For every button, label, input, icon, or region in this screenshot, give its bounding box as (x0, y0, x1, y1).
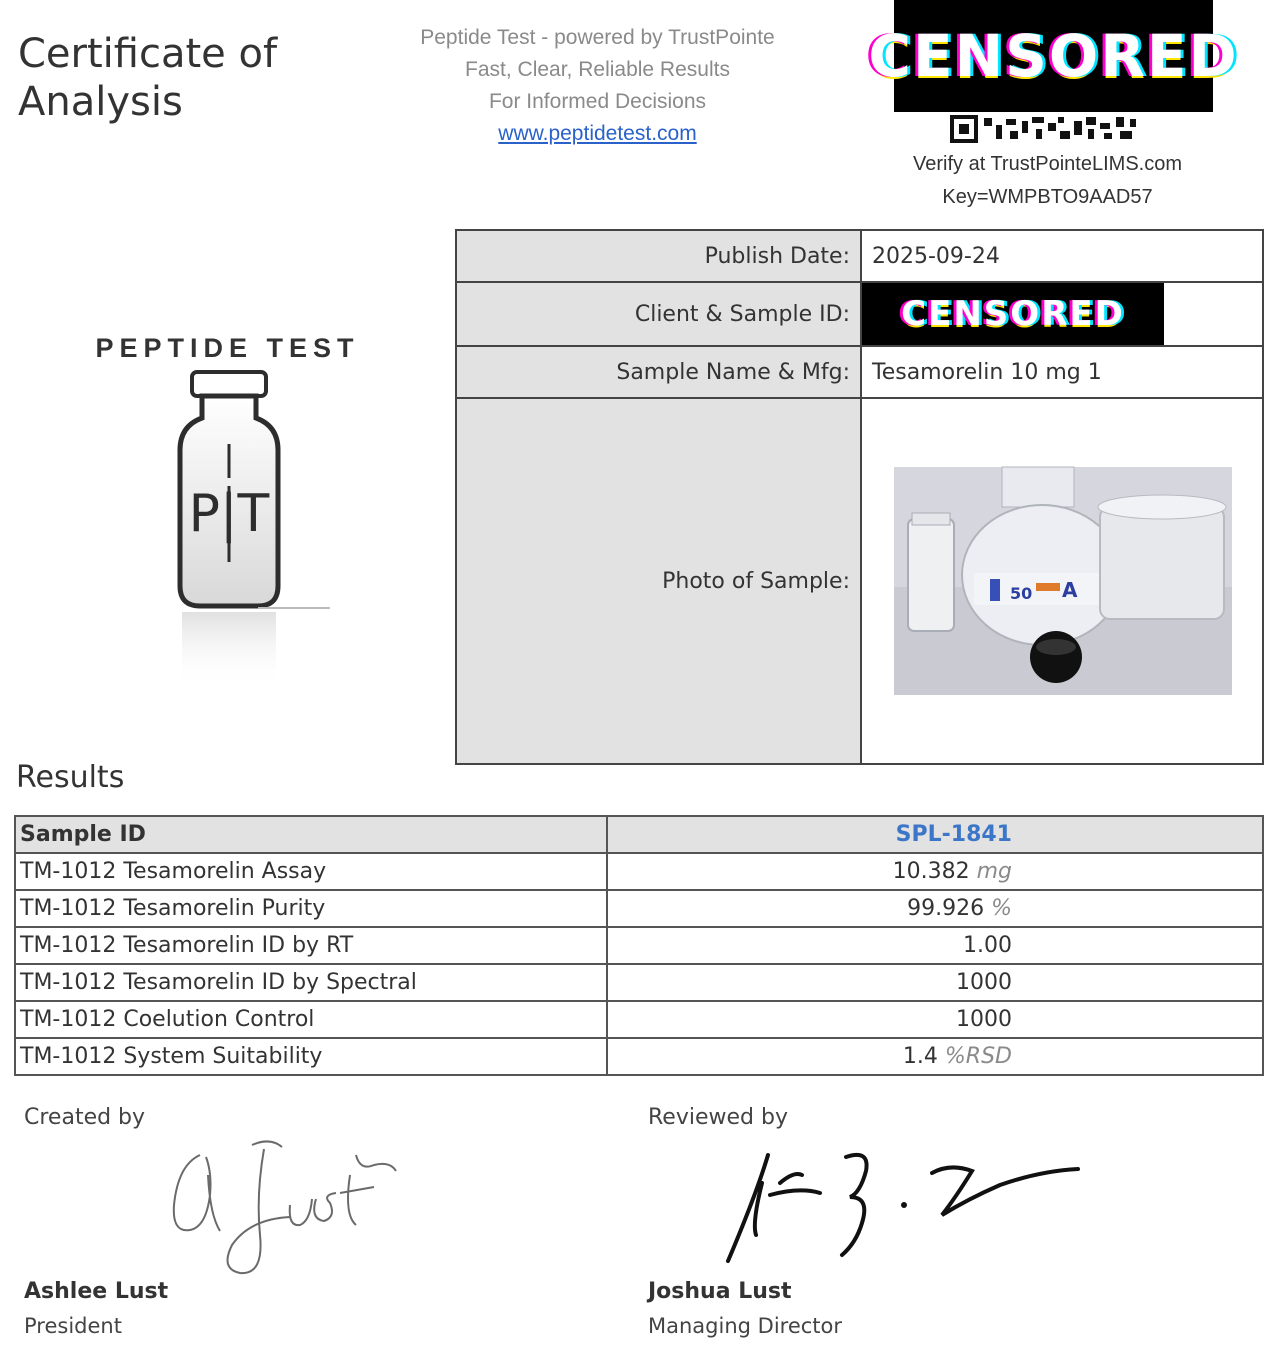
censored-qr-block (868, 0, 1239, 112)
title-line-1: Certificate of (18, 31, 278, 77)
sample-name-value: Tesamorelin 10 mg 1 (861, 346, 1263, 398)
sample-id-label: Sample ID (15, 816, 607, 853)
publish-date-row (456, 230, 1263, 282)
svg-text:50: 50 (1010, 584, 1033, 603)
result-unit: % (991, 896, 1012, 921)
vial-logo-icon (140, 368, 340, 698)
lab-tagline: Peptide Test - powered by TrustPointe (420, 26, 775, 49)
result-unit: %RSD (944, 1044, 1012, 1069)
photo-row (456, 398, 1263, 764)
creator-name: Ashlee Lust (24, 1279, 169, 1304)
created-by-label: Created by (24, 1105, 146, 1130)
test-name: TM-1012 Tesamorelin ID by RT (15, 927, 607, 964)
test-name: TM-1012 Tesamorelin Assay (15, 853, 607, 890)
result-unit: mg (976, 859, 1012, 884)
test-name: TM-1012 Coelution Control (15, 1001, 607, 1038)
result-row (15, 1001, 1263, 1038)
brand-logo-text: PEPTIDE TEST (95, 333, 360, 363)
test-name: TM-1012 Tesamorelin Purity (15, 890, 607, 927)
reviewer-name: Joshua Lust (648, 1279, 792, 1304)
result-row (15, 853, 1263, 890)
results-header-row (15, 816, 1263, 853)
result-value: 1.00 (963, 933, 1012, 958)
sample-id-value: SPL-1841 (607, 816, 1263, 853)
result-value: 1.4 (902, 1044, 938, 1069)
result-value: 1000 (956, 970, 1012, 995)
svg-text:A: A (1062, 578, 1078, 602)
client-id-row (456, 282, 1263, 346)
sample-info-table (455, 229, 1264, 765)
photo-label: Photo of Sample: (456, 398, 861, 764)
sample-name-row (456, 346, 1263, 398)
result-row (15, 890, 1263, 927)
client-id-censored (862, 283, 1164, 345)
client-id-label: Client & Sample ID: (456, 282, 861, 346)
document-title (18, 30, 277, 126)
lab-slogan-2: For Informed Decisions (488, 90, 707, 113)
censored-label: CENSORED (868, 22, 1239, 90)
lab-website-link[interactable]: www.peptidetest.com (498, 122, 697, 145)
verify-key: Key=WMPBTO9AAD57 (942, 186, 1153, 208)
result-value: 99.926 (907, 896, 985, 921)
lab-slogan: Fast, Clear, Reliable Results (465, 58, 730, 81)
sample-name-label: Sample Name & Mfg: (456, 346, 861, 398)
publish-date-label: Publish Date: (456, 230, 861, 282)
verification-block (880, 148, 1215, 214)
result-row (15, 964, 1263, 1001)
reviewer-signature (710, 1135, 1090, 1265)
client-id-value: CENSORED (901, 294, 1125, 334)
title-line-2: Analysis (18, 79, 183, 125)
result-row (15, 1038, 1263, 1075)
result-row (15, 927, 1263, 964)
verify-text: Verify at TrustPointeLIMS.com (913, 153, 1182, 175)
qr-code-strip (950, 115, 1140, 143)
result-value: 1000 (956, 1007, 1012, 1032)
creator-role: President (24, 1314, 122, 1338)
creator-signature (160, 1135, 410, 1280)
reviewed-by-label: Reviewed by (648, 1105, 788, 1130)
results-table (14, 815, 1264, 1076)
test-name: TM-1012 System Suitability (15, 1038, 607, 1075)
sample-photo (894, 467, 1232, 695)
svg-text:P|T: P|T (188, 484, 270, 544)
lab-info-block (380, 22, 815, 150)
reviewer-role: Managing Director (648, 1314, 843, 1338)
results-heading: Results (16, 760, 125, 795)
publish-date-value: 2025-09-24 (861, 230, 1263, 282)
test-name: TM-1012 Tesamorelin ID by Spectral (15, 964, 607, 1001)
result-value: 10.382 (892, 859, 970, 884)
